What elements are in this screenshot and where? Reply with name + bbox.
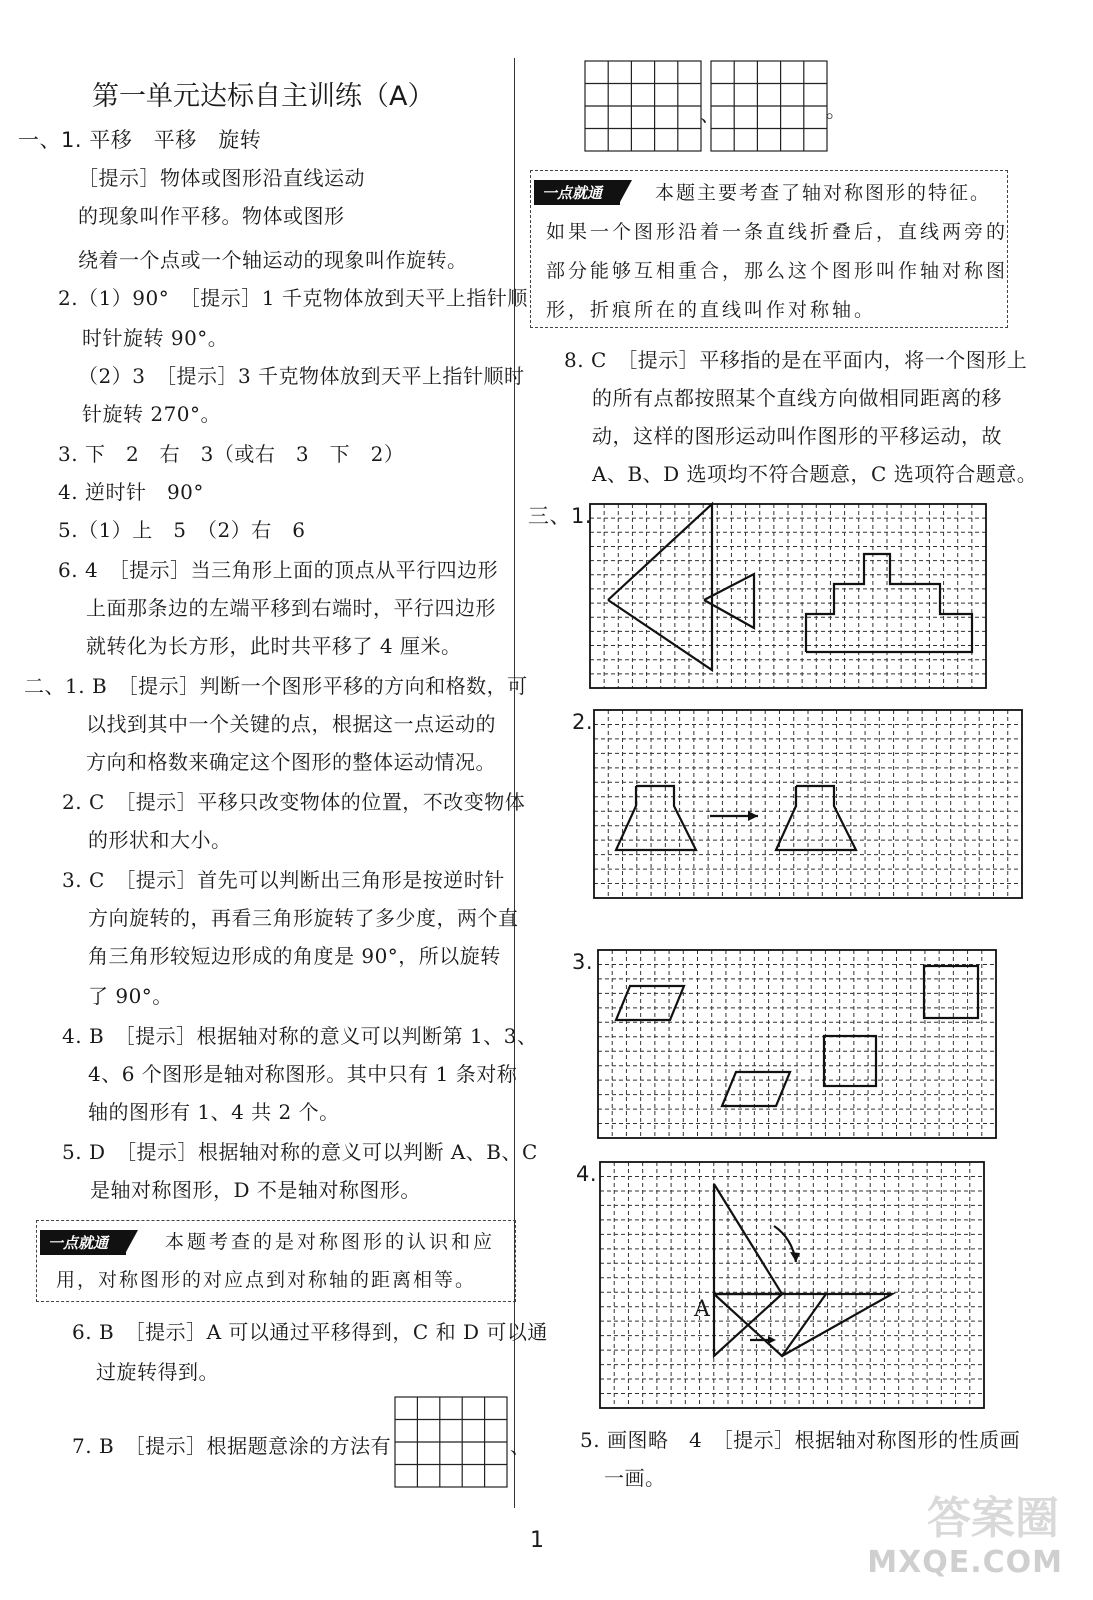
answer-line: 一画。 [604, 1466, 666, 1490]
answer-line: 了 90°。 [88, 984, 173, 1008]
answer-line: 3. 下 2 右 3（或右 3 下 2） [58, 442, 405, 466]
section-label: 4. [576, 1162, 598, 1186]
grid-figure-2 [594, 710, 1022, 898]
answer-grid-5x4 [394, 1396, 508, 1488]
answer-line: 就转化为长方形，此时共平移了 4 厘米。 [86, 634, 462, 658]
tip-badge: 一点就通 [40, 1230, 126, 1255]
answer-line: （2）3 ［提示］3 千克物体放到天平上指针顺时 [78, 364, 525, 388]
answer-line: 是轴对称图形，D 不是轴对称图形。 [90, 1178, 421, 1202]
answer-line: 一、1. 平移 平移 旋转 [18, 128, 262, 152]
answer-line: 6. B ［提示］A 可以通过平移得到，C 和 D 可以通 [72, 1320, 548, 1344]
separator: 、 [510, 1434, 531, 1458]
answer-line: 过旋转得到。 [96, 1360, 219, 1384]
answer-line: 7. B ［提示］根据题意涂的方法有 [72, 1434, 392, 1458]
answer-line: 5. D ［提示］根据轴对称的意义可以判断 A、B、C [62, 1140, 538, 1164]
page-number: 1 [530, 1528, 544, 1553]
tip-badge: 一点就通 [534, 180, 620, 205]
separator: 、 [700, 102, 721, 126]
answer-line: 2.（1）90° ［提示］1 千克物体放到天平上指针顺 [58, 286, 528, 310]
section-label: 三、1. [528, 504, 593, 528]
answer-line: 角三角形较短边形成的角度是 90°，所以旋转 [88, 944, 501, 968]
answer-line: 二、1. B ［提示］判断一个图形平移的方向和格数，可 [24, 674, 528, 698]
answer-line: 动，这样的图形运动叫作图形的平移运动，故 [592, 424, 1002, 448]
section-label: 3. [572, 950, 594, 974]
answer-line: 的形状和大小。 [88, 828, 232, 852]
answer-line: 以找到其中一个关键的点，根据这一点运动的 [86, 712, 496, 736]
answer-line: 4. 逆时针 90° [58, 480, 204, 504]
answer-line: 时针旋转 90°。 [82, 326, 229, 350]
answer-grid-5x4 [584, 60, 702, 152]
tip-text: 形，折痕所在的直线叫作对称轴。 [546, 299, 877, 321]
answer-line: ［提示］物体或图形沿直线运动 [78, 166, 365, 190]
tip-text: 部分能够互相重合，那么这个图形叫作轴对称图 [546, 260, 1009, 282]
answer-line: A、B、D 选项均不符合题意，C 选项符合题意。 [592, 462, 1038, 486]
point-label: A [694, 1297, 711, 1322]
answer-line: 4. B ［提示］根据轴对称的意义可以判断第 1、3、 [62, 1024, 538, 1048]
tip-text: 用，对称图形的对应点到对称轴的距离相等。 [56, 1269, 477, 1291]
answer-line: 8. C ［提示］平移指的是在平面内，将一个图形上 [564, 348, 1028, 372]
answer-line: 的所有点都按照某个直线方向做相同距离的移 [592, 386, 1002, 410]
arrow-icon [748, 811, 758, 821]
section-label: 2. [572, 710, 594, 734]
separator: 。 [826, 98, 847, 122]
grid-figure-3 [598, 950, 996, 1138]
watermark-url: MXQE.COM [867, 1545, 1063, 1580]
answer-grid-5x4 [710, 60, 828, 152]
answer-line: 绕着一个点或一个轴运动的现象叫作旋转。 [78, 248, 468, 272]
answer-line: 轴的图形有 1、4 共 2 个。 [88, 1100, 340, 1124]
answer-line: 5.（1）上 5 （2）右 6 [58, 518, 306, 542]
grid-figure-1 [590, 504, 986, 688]
answer-line: 上面那条边的左端平移到右端时，平行四边形 [86, 596, 496, 620]
answer-line: 方向和格数来确定这个图形的整体运动情况。 [86, 750, 496, 774]
tip-text: 本题考查的是对称图形的认识和应 [165, 1231, 496, 1253]
watermark-text: 答案圈 [927, 1493, 1059, 1544]
answer-line: 6. 4 ［提示］当三角形上面的顶点从平行四边形 [58, 558, 499, 582]
page-title: 第一单元达标自主训练（A） [92, 81, 435, 112]
arrow-icon [768, 1336, 776, 1344]
answer-line: 5. 画图略 4 ［提示］根据轴对称图形的性质画 [580, 1428, 1021, 1452]
answer-line: 2. C ［提示］平移只改变物体的位置，不改变物体 [62, 790, 526, 814]
answer-line: 3. C ［提示］首先可以判断出三角形是按逆时针 [62, 868, 505, 892]
answer-line: 的现象叫作平移。物体或图形 [78, 204, 345, 228]
tip-text: 本题主要考查了轴对称图形的特征。 [655, 182, 992, 204]
answer-line: 方向旋转的，再看三角形旋转了多少度，两个直 [88, 906, 519, 930]
answer-line: 针旋转 270°。 [82, 402, 222, 426]
grid-figure-4 [600, 1162, 984, 1408]
answer-line: 4、6 个图形是轴对称图形。其中只有 1 条对称 [88, 1062, 518, 1086]
tip-text: 如果一个图形沿着一条直线折叠后，直线两旁的 [546, 221, 1009, 243]
